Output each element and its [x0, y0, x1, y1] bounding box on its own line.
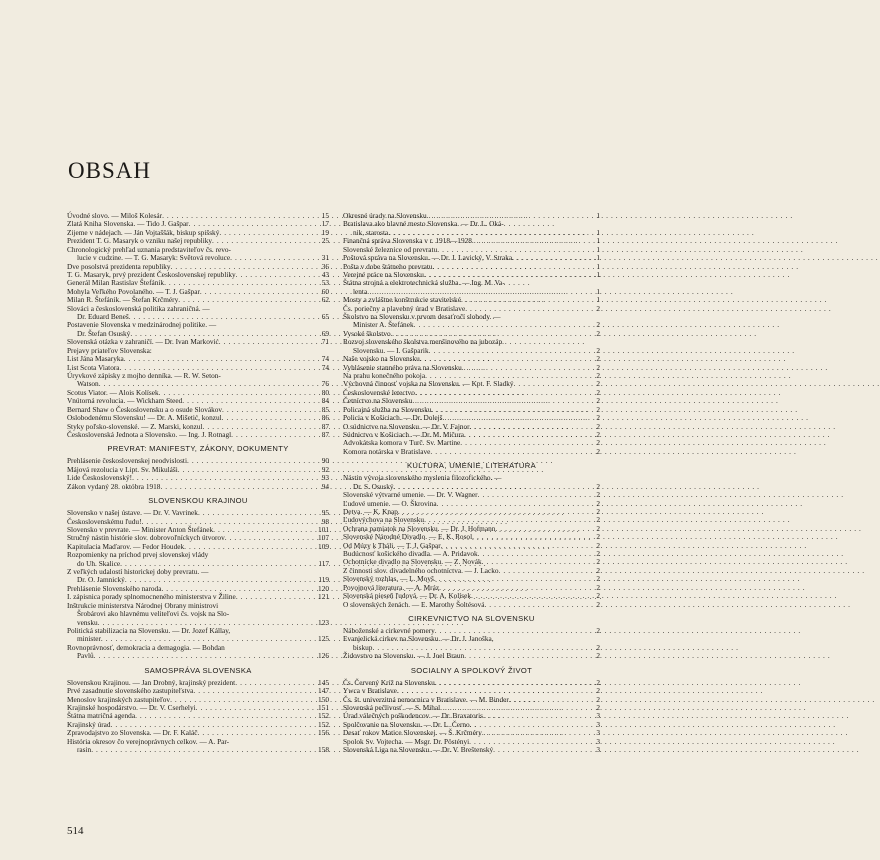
- toc-entry-title: História okresov čo verejnoprávnych celkov. — A. Par-: [67, 736, 230, 746]
- toc-line: [67, 483, 329, 491]
- toc-page-number: 2: [596, 404, 600, 414]
- toc-entry: [343, 474, 600, 491]
- toc-entry-title: Prezident T. G. Masaryk o vzniku našej republiky: [67, 236, 213, 246]
- toc-page-number: 2: [596, 328, 600, 338]
- toc-entry-title: Rozpomienky na príchod prvej slovenskej vlády: [67, 550, 209, 560]
- toc-page-number: 36: [321, 261, 329, 271]
- toc-page-number: 2: [596, 565, 600, 575]
- toc-entry-continuation: vensku: [77, 617, 98, 627]
- toc-entry-title: Na prahu konečného pokoja: [343, 371, 426, 381]
- toc-entry-title: Spolok Sv. Vojtecha. — Msgr. Dr. Pöstényi: [343, 736, 470, 746]
- toc-entry: [343, 746, 600, 754]
- page-title: OBSAH: [68, 158, 151, 183]
- toc-entry-title: Desať rokov Matice Slovenskej. — Š. Krčméry: [343, 728, 482, 738]
- toc-entry-title: Komora notárska v Bratislave: [343, 446, 431, 456]
- toc-page-number: 2: [596, 396, 600, 406]
- toc-page-number: 126: [318, 651, 329, 661]
- toc-entry-title: Chronologický prehľad uznania predstaviteľov čs. revo-: [67, 244, 231, 254]
- toc-entry: [67, 644, 329, 661]
- toc-entry-continuation: lucie v cudzine. — T. G. Masaryk: Světová revoluce: [77, 253, 231, 263]
- toc-entry-title: Pošta v dobe štátneho prevratu: [343, 261, 433, 271]
- toc-page-number: 2: [596, 387, 600, 397]
- toc-entry-title: List Scota Viatora: [67, 362, 120, 372]
- toc-entry: [343, 652, 600, 660]
- section-heading: SLOVENSKOU KRAJINOU: [148, 496, 248, 506]
- toc-entry-title: Oslobodenému Slovensku! — Dr. A. Mišetić, konzul: [67, 413, 222, 423]
- toc-entry-title: Milan R. Štefánik. — Štefan Krčméry: [67, 295, 179, 305]
- toc-line: [343, 652, 600, 660]
- toc-page-number: 3: [596, 728, 600, 738]
- toc-page-number: 76: [321, 379, 329, 389]
- toc-page-number: 2: [596, 540, 600, 550]
- toc-entry-title: Bernard Shaw o Československu a o osude Slovákov: [67, 404, 223, 414]
- toc-entry-title: Slovenský rozhlas. — L. Moyš: [343, 574, 434, 584]
- toc-page-number: 156: [318, 728, 329, 738]
- toc-entry-title: Lide Československý!: [67, 473, 133, 483]
- toc-entry-title: Školstvo na Slovensku v prvom desaťročí slobody. —: [343, 312, 501, 322]
- toc-page-number: 152: [318, 711, 329, 721]
- toc-page-number: 2: [596, 506, 600, 516]
- toc-entry-title: Povojnová literatura. — A. Mráz: [343, 582, 440, 592]
- toc-entry-title: Čs. Červený Kríž na Slovensku: [343, 677, 435, 687]
- toc-page-number: 87: [321, 421, 329, 431]
- toc-page-number: 74: [321, 362, 329, 372]
- toc-entry-continuation: Minister A. Štefánek: [353, 320, 414, 330]
- toc-entry-title: Stručný nástin histórie slov. dobrovoľníckych útvorov: [67, 533, 225, 543]
- toc-page-number: 152: [318, 719, 329, 729]
- toc-page-number: 53: [321, 278, 329, 288]
- toc-entry-continuation: Pavlů: [77, 651, 94, 661]
- toc-page-number: 109: [318, 541, 329, 551]
- toc-page-number: 95: [321, 508, 329, 518]
- toc-page-number: 74: [321, 354, 329, 364]
- toc-entry-title: Slovenská pieseň ľudová. — Dr. A. Kolísek: [343, 591, 472, 601]
- toc-entry-title: Finančná správa Slovenska v r. 1918—1928: [343, 236, 472, 246]
- toc-entry-title: Budúcnosť košického divadla. — A. Pridavok: [343, 549, 478, 559]
- toc-entry-title: Advokátska komora v Turč. Sv. Martine: [343, 438, 461, 448]
- toc-entry-title: Styky poľsko-slovenské. — Z. Marski, konzul: [67, 421, 203, 431]
- toc-entry-continuation: Watson: [77, 379, 99, 389]
- toc-page-number: 2: [596, 362, 600, 372]
- toc-page-number: 1: [596, 269, 600, 279]
- toc-entry: [67, 483, 329, 491]
- toc-line: [67, 652, 329, 660]
- toc-leader: [236, 593, 313, 601]
- toc-entry-continuation: lenta: [353, 286, 368, 296]
- toc-page-number: 1: [596, 286, 600, 296]
- toc-entry: [343, 635, 600, 652]
- toc-leader: [484, 601, 584, 609]
- toc-page-number: 90: [321, 456, 329, 466]
- toc-leader: [160, 483, 313, 491]
- toc-line: [67, 746, 329, 754]
- toc-page-number: 147: [318, 686, 329, 696]
- toc-entry-title: Postavenie Slovenska v medzinárodnej politike. —: [67, 320, 217, 330]
- toc-page-number: 2: [596, 677, 600, 687]
- toc-entry-title: Krajinský úrad: [67, 719, 111, 729]
- toc-page-number: 2: [596, 523, 600, 533]
- toc-entry-title: Židovstvo na Slovensku. — J. Joel Braun: [343, 651, 465, 661]
- toc-page-number: 2: [596, 429, 600, 439]
- toc-page-number: 121: [318, 592, 329, 602]
- toc-entry-title: Vysoké školstvo: [343, 328, 391, 338]
- toc-entry-title: Mohyla Veľkého Povolaného. — T. J. Gašpar: [67, 286, 200, 296]
- toc-line: [67, 431, 329, 439]
- toc-page-number: 2: [596, 379, 600, 389]
- toc-entry-title: Prehlásenie československej neodvislosti: [67, 456, 187, 466]
- toc-entry: [67, 246, 329, 263]
- toc-page-number: 2: [596, 446, 600, 456]
- toc-line: [343, 448, 600, 456]
- toc-page-number: 123: [318, 617, 329, 627]
- toc-entry-title: Četníctvo na Slovensku: [343, 396, 413, 406]
- toc-page-number: 1: [596, 244, 600, 254]
- toc-entry-title: Štátna strojná a elektrotechnická služba. — Ing. M. Va-: [343, 278, 505, 288]
- toc-entry-title: Z činnosti slov. divadelného ochotníctva. — J. Lacko: [343, 565, 499, 575]
- toc-page-number: 62: [321, 295, 329, 305]
- toc-page-number: 3: [596, 719, 600, 729]
- toc-entry-title: Zpravodajstvo zo Slovenska. — Dr. F. Kaláč: [67, 728, 198, 738]
- toc-entry: [343, 448, 600, 456]
- toc-page-number: 87: [321, 429, 329, 439]
- toc-entry-title: Slovenská pečlivosť. — S. Mihal: [343, 702, 441, 712]
- toc-page-number: 2: [596, 354, 600, 364]
- toc-entry-title: O súdnictve na Slovensku. — Dr. V. Fajnor: [343, 421, 470, 431]
- toc-page-number: 2: [596, 532, 600, 542]
- toc-entry-title: Vyhlásenie stanného práva na Slovensku: [343, 362, 462, 372]
- toc-entry-continuation: Dr. Eduard Beneš: [77, 312, 129, 322]
- toc-entry-title: Detva. — K. Knap: [343, 506, 398, 516]
- section-heading: CIRKEVNICTVO NA SLOVENSKU: [408, 613, 535, 623]
- toc-entry-title: Prvé zasadnutie slovenského zastupiteľstva: [67, 686, 194, 696]
- toc-entry-title: Úrad válečných poškodencov. — Dr. Braxatoris: [343, 711, 483, 721]
- toc-page-number: 65: [321, 312, 329, 322]
- toc-entry-title: Naše vojsko na Slovensku: [343, 354, 420, 364]
- toc-page-number: 71: [321, 337, 329, 347]
- toc-page-number: 1: [596, 227, 600, 237]
- toc-entry: [343, 220, 600, 237]
- toc-entry-title: Slovenské Národné Divadlo. — E. K. Rosol: [343, 532, 473, 542]
- toc-page-number: 117: [318, 558, 329, 568]
- toc-entry: [67, 305, 329, 322]
- toc-entry-continuation: Dr. Štefan Osuský: [77, 328, 131, 338]
- toc-entry-title: Prejavy priateľov Slovenska:: [67, 345, 152, 355]
- toc-entry-title: Policajná služba na Slovensku: [343, 404, 432, 414]
- right-column: [343, 212, 600, 754]
- toc-page-number: 2: [596, 625, 600, 635]
- toc-entry-title: Menoslov krajinských zastupiteľov: [67, 694, 171, 704]
- toc-page-number: 15: [321, 211, 329, 220]
- toc-entry-title: Zlatá Kniha Slovenska. — Tido J. Gašpar: [67, 219, 189, 229]
- toc-page-number: 2: [596, 686, 600, 696]
- toc-entry-title: Slováci a československá politika zahraničná. —: [67, 303, 210, 313]
- toc-leader: [94, 652, 313, 660]
- toc-page-number: 93: [321, 473, 329, 483]
- toc-page-number: 151: [318, 702, 329, 712]
- toc-entry: [343, 601, 600, 609]
- toc-entry-continuation: Dr. O. Jamnický: [77, 575, 125, 585]
- toc-entry-title: Vnútorná revolucia. — Wickham Steed: [67, 396, 183, 406]
- toc-entry-title: Slovensko v našej ústave. — Dr. V. Vavrinek: [67, 508, 198, 518]
- toc-entry-title: Bratislava ako hlavné mesto Slovenska. — Dr. L. Oká-: [343, 219, 504, 229]
- toc-entry: [67, 602, 329, 627]
- toc-page-number: 85: [321, 404, 329, 414]
- toc-page-number: 2: [596, 702, 600, 712]
- page-number: 514: [67, 825, 84, 837]
- toc-page-number: 1: [596, 236, 600, 246]
- toc-entry-title: Náboženské a cirkevné pomery: [343, 625, 435, 635]
- toc-page-number: 2: [596, 498, 600, 508]
- toc-entry-title: Krajinské hospodárstvo. — Dr. V. Cserhelyi: [67, 702, 196, 712]
- toc-page-number: 2: [596, 413, 600, 423]
- toc-page-number: 2: [596, 642, 600, 652]
- toc-entry-title: Ľudové umenie. — O. Škrovina: [343, 498, 437, 508]
- toc-entry-title: Súdnictvo v Košiciach. — Dr. M. Mičura: [343, 429, 464, 439]
- toc-entry-title: Slovenské výtvarné umenie. — Dr. V. Wagner: [343, 490, 478, 500]
- toc-entry-title: List Jána Masaryka: [67, 354, 124, 364]
- toc-entry-title: Štátna matričná agenda: [67, 711, 136, 721]
- toc-entry: [67, 551, 329, 568]
- toc-entry-title: Májová rezolucia v Lipt. Sv. Mikuláši: [67, 464, 178, 474]
- toc-entry-title: Od Múzy k Tháli. — T. J. Gašpar: [343, 540, 441, 550]
- toc-page-number: 84: [321, 396, 329, 406]
- left-column: [67, 212, 329, 754]
- toc-leader: [91, 746, 313, 754]
- toc-page-number: 2: [596, 549, 600, 559]
- toc-entry-title: Slovenskou Krajinou. — Jan Drobný, krajinský prezident: [67, 677, 236, 687]
- toc-page-number: 2: [596, 694, 600, 704]
- toc-leader: [231, 431, 313, 439]
- toc-page-number: 150: [318, 694, 329, 704]
- toc-entry-continuation: rasin: [77, 745, 92, 755]
- section-heading: SOCIALNY A SPOLKOVÝ ŽIVOT: [410, 665, 533, 675]
- toc-entry-title: Okresné úrady na Slovensku: [343, 211, 427, 220]
- toc-page-number: 2: [596, 651, 600, 661]
- toc-entry: [67, 568, 329, 585]
- toc-page-number: 1: [596, 261, 600, 271]
- toc-entry: [343, 279, 600, 296]
- toc-page-number: 2: [596, 438, 600, 448]
- toc-line: [343, 601, 600, 609]
- toc-entry: [67, 627, 329, 644]
- toc-page-number: 2: [596, 303, 600, 313]
- toc-entry: [67, 431, 329, 439]
- toc-entry-title: Ľudovýchova na Slovensku: [343, 515, 425, 525]
- toc-entry: [343, 338, 600, 355]
- toc-page-number: 120: [318, 583, 329, 593]
- toc-entry-title: I. zápisnica porady splnomocneného ministerstva v Žiline: [67, 592, 236, 602]
- toc-entry-title: Slovenská otázka v zahraničí. — Dr. Ivan Marković: [67, 337, 219, 347]
- toc-entry-title: Generál Milan Rastislav Štefánik: [67, 278, 165, 288]
- toc-entry-title: Evanjelická cirkev na Slovensku. — Dr. J. Janoška,: [343, 634, 494, 644]
- toc-entry-title: Výchovná činnosť vojska na Slovensku. — Kpt. F. Sladký: [343, 379, 514, 389]
- toc-entry-continuation: Šrobárovi ako hlavnému veliteľovi čs. vojsk na Slo-: [77, 609, 230, 619]
- toc-page-number: 2: [596, 582, 600, 592]
- toc-leader: [464, 652, 584, 660]
- toc-leader: [493, 746, 584, 754]
- toc-page-number: 3: [596, 736, 600, 746]
- toc-leader: [219, 338, 313, 346]
- toc-entry-title: Policia v Košiciach. — Dr. Doleјš: [343, 413, 443, 423]
- toc-page-number: 94: [321, 481, 329, 491]
- toc-page-number: 2: [596, 320, 600, 330]
- toc-entry-title: Zákon vydaný 28. októbra 1918: [67, 481, 161, 491]
- toc-entry-title: T. G. Masaryk, prvý prezident Československej republiky: [67, 269, 236, 279]
- toc-entry-title: Dve posolstvá prezidenta republiky: [67, 261, 171, 271]
- toc-page-number: 2: [596, 591, 600, 601]
- toc-page-number: 145: [318, 677, 329, 687]
- toc-entry-title: Rovnoprávnosť, demokracia a demagogia. — Bohdan: [67, 642, 225, 652]
- toc-entry-title: Ochrana pamiatok na Slovensku. — Dr. J. Hofmann: [343, 523, 496, 533]
- toc-page-number: 60: [321, 286, 329, 296]
- toc-page-number: 2: [596, 481, 600, 491]
- toc-entry-continuation: Dr. S. Osuský: [353, 481, 394, 491]
- toc-page-number: 43: [321, 269, 329, 279]
- toc-page-number: 25: [321, 236, 329, 246]
- toc-page-number: 3: [596, 745, 600, 755]
- toc-entry-title: Čs. porieĉny a plavebný úrad v Bratislave: [343, 303, 466, 313]
- toc-entry-title: Slovenské železnice od prevratu: [343, 244, 438, 254]
- section-heading: PREVRAT: MANIFESTY, ZÁKONY, DOKUMENTY: [107, 444, 289, 454]
- toc-page-number: 19: [321, 227, 329, 237]
- toc-entry-title: Československé letectvo: [343, 387, 415, 397]
- toc-page-number: 1: [596, 295, 600, 305]
- toc-page-number: 69: [321, 328, 329, 338]
- section-heading: KULTURA, UMENIE, LITERATURA: [407, 461, 536, 471]
- toc-entry-title: Slovensko v prevrate. — Minister Anton Štefánek: [67, 524, 214, 534]
- toc-entry-continuation: biskup: [353, 642, 373, 652]
- toc-entry-title: Ywca v Bratislave: [343, 686, 397, 696]
- toc-entry-title: Spolčovanie na Slovensku. — Dr. L. Černo: [343, 719, 470, 729]
- toc-entry-title: Zijeme v nádejach. — Ján Vojtaššák, biskup spišský: [67, 227, 220, 237]
- toc-entry-title: Poštová správa na Slovensku. — Dr. J. Lavický, V. Straka: [343, 253, 513, 263]
- toc-entry-title: Mosty a zvláštne konštrukcie stavitelské: [343, 295, 461, 305]
- toc-page-number: 2: [596, 371, 600, 381]
- toc-entry-title: Politická stabilizacia na Slovensku. — Dr. Jozef Kállay,: [67, 625, 231, 635]
- toc-page-number: 98: [321, 516, 329, 526]
- toc-page-number: 158: [318, 745, 329, 755]
- toc-entry-title: Ochotnícke divadlo na Slovensku. — Z. Novák: [343, 557, 482, 567]
- toc-page-number: 86: [321, 413, 329, 423]
- toc-page-number: 17: [321, 219, 329, 229]
- toc-page-number: 2: [596, 515, 600, 525]
- toc-page-number: 101: [318, 524, 329, 534]
- toc-page-number: 92: [321, 464, 329, 474]
- toc-page-number: 31: [321, 253, 329, 263]
- toc-entry: [67, 738, 329, 755]
- toc-entry-title: Úryvkové zápisky z mojho denníka. — R. W. Seton-: [67, 371, 221, 381]
- toc-entry-title: Rozvoj slovenského školstva menšinového na juhozáp.: [343, 337, 504, 347]
- toc-entry-title: Prehlásenie Slovenského naroda: [67, 583, 162, 593]
- toc-page-number: 2: [596, 345, 600, 355]
- toc-page-number: 1: [596, 253, 600, 263]
- toc-page-number: 107: [318, 533, 329, 543]
- toc-entry-title: Čs. št. univerzitná nemocnica v Bratislave. — M. Binder: [343, 694, 509, 704]
- toc-entry-continuation: Slovensku. — I. Gašparik: [353, 345, 429, 355]
- toc-entry-title: Československému ľudu!: [67, 516, 142, 526]
- section-heading: SAMOSPRÁVA SLOVENSKA: [144, 665, 252, 675]
- toc-entry: [343, 313, 600, 330]
- toc-entry-continuation: nik, starosta: [353, 227, 389, 237]
- toc-entry-continuation: minister: [77, 634, 101, 644]
- toc-entry-continuation: do Uh. Skalice: [77, 558, 121, 568]
- toc-page-number: 2: [596, 557, 600, 567]
- toc-page-number: 1: [596, 211, 600, 220]
- toc-line: [343, 746, 600, 754]
- toc-page-number: 3: [596, 711, 600, 721]
- toc-entry-title: Z veľkých udalostí historickej doby prevratu. —: [67, 567, 209, 577]
- toc-entry-title: Verejné práce na Slovensku: [343, 269, 424, 279]
- toc-entry-title: Inštrukcie ministerstva Národnej Obrany ministrovi: [67, 600, 219, 610]
- toc-entry-title: Slovenská Liga na Slovensku. — Dr. V. Breštenský: [343, 745, 494, 755]
- toc-entry-title: Úvodné slovo. — Miloš Kolesár: [67, 211, 163, 220]
- toc-page-number: 2: [596, 574, 600, 584]
- toc-entry-title: Nástin vývoja slovenského myslenia filozofického. —: [343, 473, 502, 483]
- toc-entry-title: Kapitulacia Maďarov. — Fedor Houdek: [67, 541, 185, 551]
- toc-page-number: 119: [318, 575, 329, 585]
- toc-leader: [430, 448, 584, 456]
- toc-page-number: 2: [596, 599, 600, 609]
- toc-page-number: 2: [596, 421, 600, 431]
- toc-page-number: 2: [596, 490, 600, 500]
- toc-entry: [67, 372, 329, 389]
- toc-entry-title: O slovenských ženách. — E. Marothy Šoltésová: [343, 599, 485, 609]
- toc-entry-title: Československá Jednota a Slovensko. — Ing. J. Rotnagl: [67, 429, 232, 439]
- toc-entry: [67, 321, 329, 338]
- toc-entry-title: Scotus Viator. — Alois Kolísek: [67, 387, 159, 397]
- toc-page-number: 80: [321, 387, 329, 397]
- toc-page-number: 125: [318, 634, 329, 644]
